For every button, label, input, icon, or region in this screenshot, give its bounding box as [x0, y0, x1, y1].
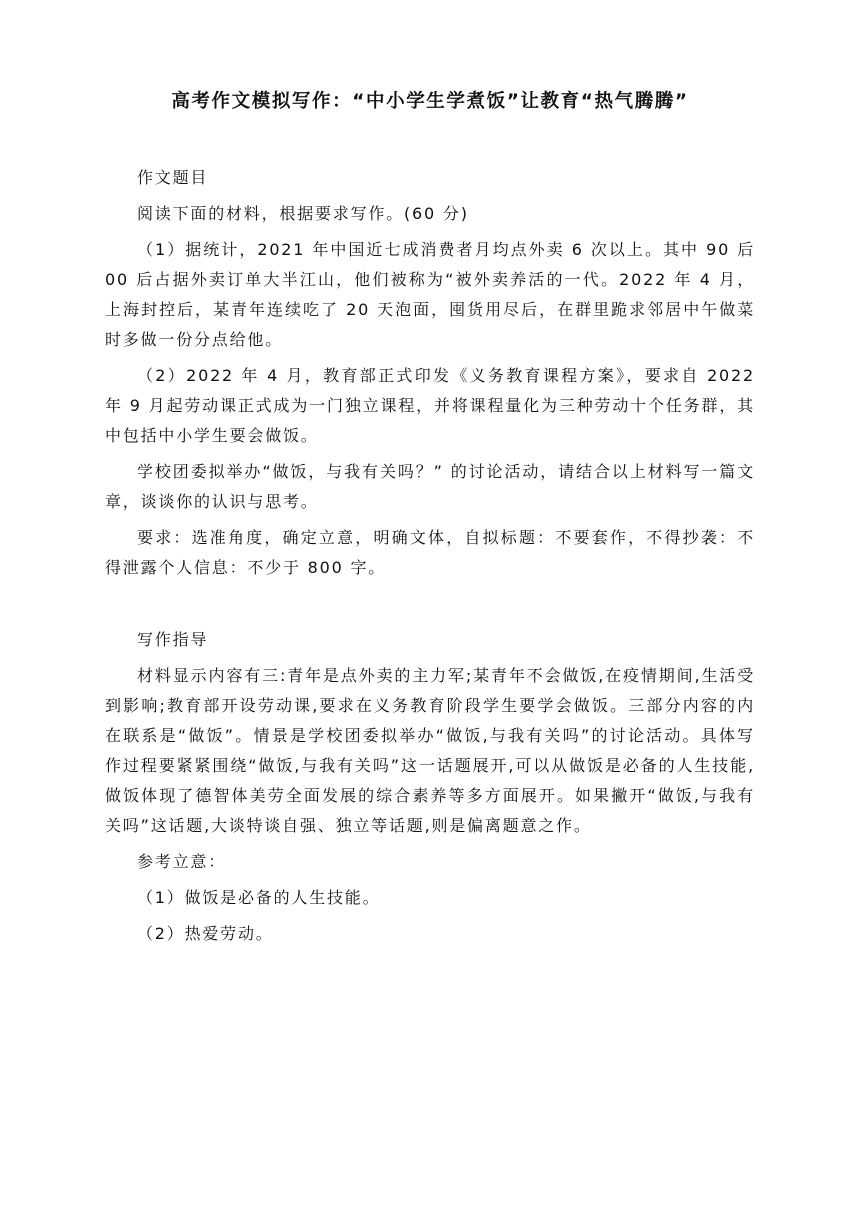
page-title: 高考作文模拟写作：“中小学生学煮饭”让教育“热气腾腾”	[171, 91, 689, 112]
material-paragraph-1: （1）据统计，2021 年中国近七成消费者月均点外卖 6 次以上。其中 90 后 00 后占据外卖订单大半江山，他们被称为“被外卖养活的一代。2022 年 4 月，上海封控后，某青年连续吃了 20 天泡面，囤货用尽后，在群里跪求邻居中午做菜时多做一份分点给他。	[105, 240, 755, 349]
reference-heading: 参考立意：	[137, 852, 227, 871]
section-spacer	[105, 589, 755, 625]
instruction-paragraph: 阅读下面的材料，根据要求写作。(60 分)	[137, 204, 469, 223]
guide-paragraph: 材料显示内容有三:青年是点外卖的主力军;某青年不会做饭,在疫情期间,生活受到影响;教育部开设劳动课,要求在义务教育阶段学生要学会做饭。三部分内容的内在联系是“做饭”。情景是学校团委拟举办“做饭,与我有关吗”的讨论活动。具体写作过程要紧紧围绕“做饭,与我有关吗”这一话题展开,可以从做饭是必备的人生技能,做饭体现了德智体美劳全面发展的综合素养等多方面展开。如果撇开“做饭,与我有关吗”这话题,大谈特谈自强、独立等话题,则是偏离题意之作。	[105, 666, 755, 835]
document-body	[105, 163, 755, 955]
requirements-paragraph: 要求：选准角度，确定立意，明确文体，自拟标题：不要套作，不得抄袭：不得泄露个人信息：不少于 800 字。	[105, 528, 755, 577]
task-paragraph: 学校团委拟举办“做饭，与我有关吗？” 的讨论活动，请结合以上材料写一篇文章，谈谈你的认识与思考。	[105, 462, 755, 511]
guide-heading: 写作指导	[137, 630, 209, 649]
reference-item-2: （2）热爱劳动。	[137, 924, 274, 943]
topic-heading: 作文题目	[137, 168, 209, 187]
material-paragraph-2: （2）2022 年 4 月，教育部正式印发《义务教育课程方案》，要求自 2022 年 9 月起劳动课正式成为一门独立课程，并将课程量化为三种劳动十个任务群，其中包括中小学生要会做饭。	[105, 366, 755, 445]
reference-item-1: （1）做饭是必备的人生技能。	[137, 888, 381, 907]
